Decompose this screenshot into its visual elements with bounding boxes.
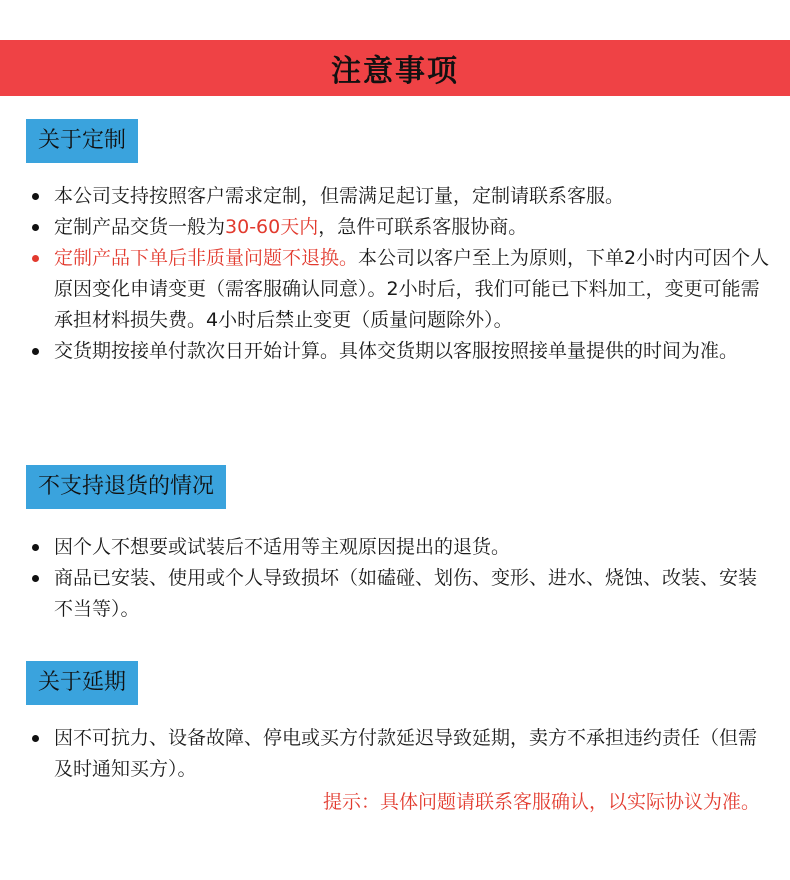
highlight-text: 30-60天内 (225, 216, 319, 238)
highlight-text: 定制产品下单后非质量问题不退换。 (54, 247, 359, 269)
item-text: ，急件可联系客服协商。 (318, 216, 528, 238)
customization-list (30, 181, 770, 367)
item-text: 定制产品交货一般为 (54, 216, 226, 238)
title-bar (0, 40, 790, 96)
section-label-delay: 关于延期 (26, 661, 138, 705)
section-label-no-returns: 不支持退货的情况 (26, 465, 226, 509)
item-text: 本公司支持按照客户需求定制，但需满足起订量，定制请联系客服。 (54, 185, 625, 207)
list-item (30, 243, 770, 336)
section-label-customization: 关于定制 (26, 119, 138, 163)
tip-text: 提示：具体问题请联系客服确认，以实际协议为准。 (322, 791, 760, 813)
item-text: 因个人不想要或试装后不适用等主观原因提出的退货。 (54, 536, 511, 558)
list-item (30, 723, 770, 785)
item-text: 因不可抗力、设备故障、停电或买方付款延迟导致延期，卖方不承担违约责任（但需及时通知买方）。 (54, 727, 758, 780)
list-item (30, 181, 770, 212)
no-returns-list (30, 532, 770, 625)
item-text: 本公司以客户至上为原则，下单2小时内可因个人原因变化申请变更（需客服确认同意）。2小时后，我们可能已下料加工，变更可能需承担材料损失费。4小时后禁止变更（质量问题除外）。 (54, 247, 770, 331)
list-item (30, 212, 770, 243)
page-title: 注意事项 (331, 54, 459, 89)
delay-list (30, 723, 770, 785)
list-item (30, 563, 770, 625)
list-item (30, 336, 770, 367)
item-text: 商品已安装、使用或个人导致损坏（如磕碰、划伤、变形、进水、烧蚀、改装、安装不当等）。 (54, 567, 758, 620)
list-item (30, 532, 770, 563)
item-text: 交货期按接单付款次日开始计算。具体交货期以客服按照接单量提供的时间为准。 (54, 340, 739, 362)
